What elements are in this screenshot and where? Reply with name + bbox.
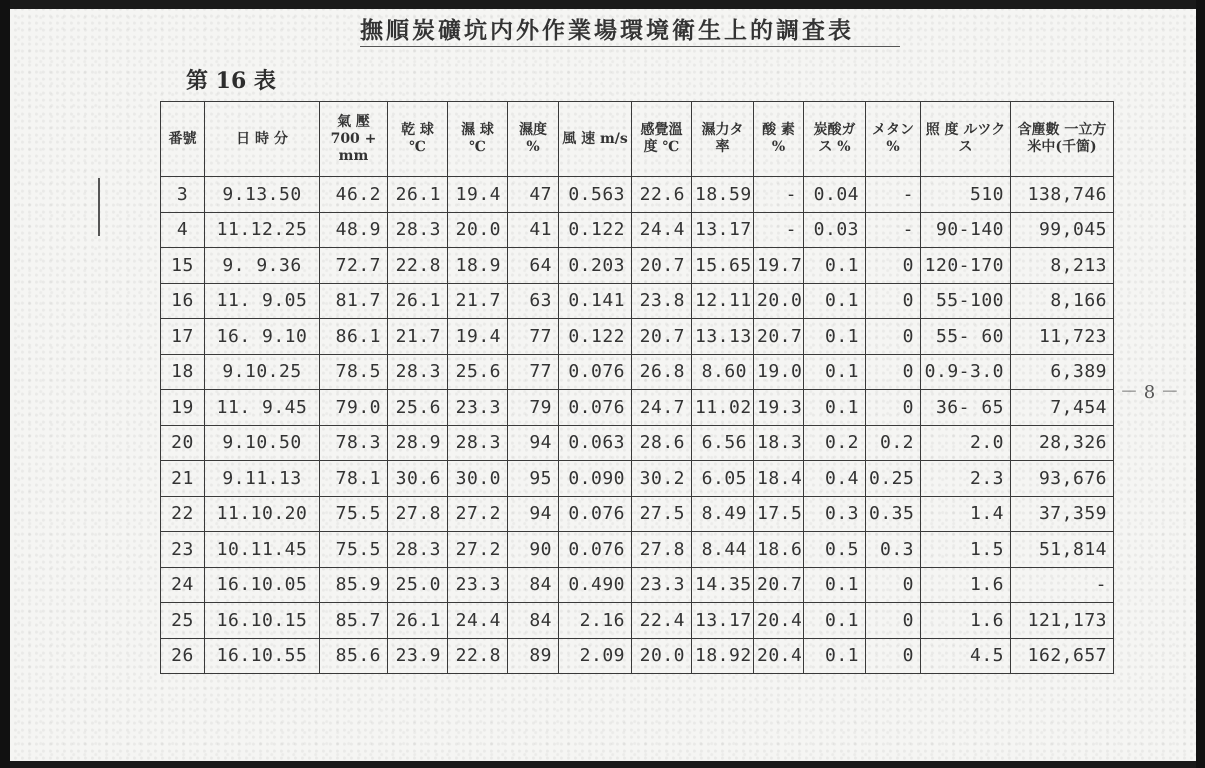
table-cell: 8.49 <box>692 496 754 532</box>
table-cell: 18.6 <box>754 532 804 568</box>
table-cell: 0.1 <box>804 283 866 319</box>
table-cell: 3 <box>161 177 205 213</box>
table-cell: 84 <box>508 603 559 639</box>
survey-table <box>160 101 1114 674</box>
table-cell: 20.7 <box>632 248 692 284</box>
table-cell: 9.13.50 <box>205 177 320 213</box>
table-row <box>161 496 1114 532</box>
table-cell: 36- 65 <box>921 390 1011 426</box>
table-cell: 78.5 <box>320 354 388 390</box>
table-cell: 12.11 <box>692 283 754 319</box>
header-label: 照 度 ルツクス <box>925 122 1006 155</box>
header-cell <box>1011 102 1114 177</box>
table-cell: 0.1 <box>804 567 866 603</box>
table-cell: 18.92 <box>692 638 754 674</box>
table-cell: 25 <box>161 603 205 639</box>
table-cell: 79 <box>508 390 559 426</box>
table-cell: - <box>866 212 921 248</box>
scan-border-left <box>0 0 10 768</box>
header-cell <box>320 102 388 177</box>
table-row <box>161 283 1114 319</box>
header-label: 番號 <box>168 130 197 147</box>
table-cell: 0.04 <box>804 177 866 213</box>
table-cell: 24.4 <box>448 603 508 639</box>
table-cell: 63 <box>508 283 559 319</box>
table-cell: 0.076 <box>559 390 632 426</box>
table-cell: 0.063 <box>559 425 632 461</box>
table-cell: 20.7 <box>754 319 804 355</box>
table-cell: 0.03 <box>804 212 866 248</box>
table-cell: 0.25 <box>866 461 921 497</box>
table-cell: 0.563 <box>559 177 632 213</box>
table-cell: 28.3 <box>388 354 448 390</box>
table-cell: 21.7 <box>388 319 448 355</box>
table-cell: 85.9 <box>320 567 388 603</box>
table-cell: 17.5 <box>754 496 804 532</box>
header-label: 濕力タ 率 <box>701 122 744 155</box>
table-cell: 77 <box>508 354 559 390</box>
table-cell: 93,676 <box>1011 461 1114 497</box>
header-label: 氣 壓 700 + mm <box>330 113 377 164</box>
table-cell: 0.490 <box>559 567 632 603</box>
table-cell: 4 <box>161 212 205 248</box>
header-label: 含塵數 一立方米中(千箇) <box>1017 122 1107 155</box>
table-cell: 15 <box>161 248 205 284</box>
table-cell: 55-100 <box>921 283 1011 319</box>
table-cell: 37,359 <box>1011 496 1114 532</box>
table-cell: 18 <box>161 354 205 390</box>
document-title: 撫順炭礦坑内外作業場環境衛生上的調査表 <box>360 12 900 47</box>
table-cell: 1.6 <box>921 567 1011 603</box>
table-cell: 13.17 <box>692 603 754 639</box>
table-cell: 48.9 <box>320 212 388 248</box>
table-cell: 0 <box>866 638 921 674</box>
header-cell <box>921 102 1011 177</box>
table-cell: 16.10.05 <box>205 567 320 603</box>
table-cell: 11. 9.05 <box>205 283 320 319</box>
table-cell: 26.1 <box>388 177 448 213</box>
table-cell: 27.8 <box>388 496 448 532</box>
header-cell <box>866 102 921 177</box>
header-label: メタン % <box>872 122 914 155</box>
table-cell: 99,045 <box>1011 212 1114 248</box>
table-cell: 16.10.55 <box>205 638 320 674</box>
table-cell: 94 <box>508 496 559 532</box>
table-cell: 47 <box>508 177 559 213</box>
table-cell: 23.3 <box>448 567 508 603</box>
table-cell: 18.9 <box>448 248 508 284</box>
table-cell: 0.122 <box>559 212 632 248</box>
table-cell: 55- 60 <box>921 319 1011 355</box>
table-cell: 20.4 <box>754 638 804 674</box>
table-cell: 162,657 <box>1011 638 1114 674</box>
table-cell: 11. 9.45 <box>205 390 320 426</box>
header-cell <box>692 102 754 177</box>
table-cell: 78.1 <box>320 461 388 497</box>
table-cell: 0.076 <box>559 496 632 532</box>
table-cell: 51,814 <box>1011 532 1114 568</box>
header-label: 濕度 % <box>519 122 547 155</box>
table-cell: 8,213 <box>1011 248 1114 284</box>
header-cell <box>559 102 632 177</box>
table-cell: 28.3 <box>388 532 448 568</box>
table-cell: 8,166 <box>1011 283 1114 319</box>
table-cell: 20.0 <box>448 212 508 248</box>
table-row <box>161 390 1114 426</box>
table-cell: - <box>754 177 804 213</box>
header-label: 日 時 分 <box>236 130 288 147</box>
table-cell: 19.3 <box>754 390 804 426</box>
table-cell: 16 <box>161 283 205 319</box>
table-cell: 0.1 <box>804 603 866 639</box>
table-cell: 90 <box>508 532 559 568</box>
table-cell: 18.4 <box>754 461 804 497</box>
table-cell: 0.1 <box>804 354 866 390</box>
table-cell: 22 <box>161 496 205 532</box>
table-cell: 0.5 <box>804 532 866 568</box>
table-cell: 0 <box>866 248 921 284</box>
table-cell: 11.12.25 <box>205 212 320 248</box>
table-cell: 2.09 <box>559 638 632 674</box>
table-cell: 22.8 <box>448 638 508 674</box>
header-cell <box>804 102 866 177</box>
table-cell: 1.4 <box>921 496 1011 532</box>
table-cell: 25.6 <box>388 390 448 426</box>
scan-border-bottom <box>0 761 1205 768</box>
table-cell: 75.5 <box>320 532 388 568</box>
table-cell: 9. 9.36 <box>205 248 320 284</box>
table-cell: 19.0 <box>754 354 804 390</box>
table-cell: 1.5 <box>921 532 1011 568</box>
table-row <box>161 461 1114 497</box>
table-cell: 25.0 <box>388 567 448 603</box>
page-number: － 8 － <box>1120 382 1179 403</box>
table-header-row <box>161 102 1114 177</box>
table-cell: 0.1 <box>804 248 866 284</box>
table-cell: 8.44 <box>692 532 754 568</box>
table-cell: 121,173 <box>1011 603 1114 639</box>
table-cell: 77 <box>508 319 559 355</box>
table-cell: 19.7 <box>754 248 804 284</box>
table-cell: 18.3 <box>754 425 804 461</box>
table-cell: 28.3 <box>388 212 448 248</box>
table-cell: 0.3 <box>804 496 866 532</box>
table-cell: 28.3 <box>448 425 508 461</box>
header-cell <box>754 102 804 177</box>
table-cell: 6.56 <box>692 425 754 461</box>
table-cell: 22.4 <box>632 603 692 639</box>
table-cell: 23.8 <box>632 283 692 319</box>
table-cell: 0 <box>866 319 921 355</box>
table-cell: 21.7 <box>448 283 508 319</box>
table-cell: 2.16 <box>559 603 632 639</box>
table-cell: 21 <box>161 461 205 497</box>
table-cell: 20 <box>161 425 205 461</box>
table-cell: 6.05 <box>692 461 754 497</box>
table-cell: 75.5 <box>320 496 388 532</box>
table-cell: 0.3 <box>866 532 921 568</box>
table-cell: 4.5 <box>921 638 1011 674</box>
table-cell: 85.6 <box>320 638 388 674</box>
table-cell: 22.8 <box>388 248 448 284</box>
table-row <box>161 177 1114 213</box>
table-cell: 19.4 <box>448 177 508 213</box>
table-cell: 86.1 <box>320 319 388 355</box>
table-cell: 18.59 <box>692 177 754 213</box>
table-cell: 19 <box>161 390 205 426</box>
table-cell: 11,723 <box>1011 319 1114 355</box>
table-cell: 0.090 <box>559 461 632 497</box>
table-cell: 510 <box>921 177 1011 213</box>
table-cell: 16.10.15 <box>205 603 320 639</box>
table-row <box>161 248 1114 284</box>
table-cell: 94 <box>508 425 559 461</box>
table-cell: 0.1 <box>804 390 866 426</box>
table-cell: 26.1 <box>388 603 448 639</box>
table-cell: 0 <box>866 354 921 390</box>
table-cell: 28.6 <box>632 425 692 461</box>
table-cell: 25.6 <box>448 354 508 390</box>
table-cell: - <box>866 177 921 213</box>
table-cell: 0.4 <box>804 461 866 497</box>
table-cell: 16. 9.10 <box>205 319 320 355</box>
table-cell: 64 <box>508 248 559 284</box>
table-cell: 30.2 <box>632 461 692 497</box>
header-cell <box>448 102 508 177</box>
table-cell: 0 <box>866 283 921 319</box>
table-cell: 23.3 <box>632 567 692 603</box>
table-cell: 13.13 <box>692 319 754 355</box>
table-body <box>161 177 1114 674</box>
table-cell: 27.5 <box>632 496 692 532</box>
table-row <box>161 212 1114 248</box>
table-cell: 0.35 <box>866 496 921 532</box>
table-cell: 2.3 <box>921 461 1011 497</box>
scan-border-top <box>0 0 1205 9</box>
table-cell: 89 <box>508 638 559 674</box>
margin-mark <box>98 178 100 236</box>
table-cell: 11.10.20 <box>205 496 320 532</box>
table-cell: 78.3 <box>320 425 388 461</box>
header-cell <box>161 102 205 177</box>
table-cell: 0.9-3.0 <box>921 354 1011 390</box>
table-row <box>161 638 1114 674</box>
table-row <box>161 603 1114 639</box>
table-cell: 72.7 <box>320 248 388 284</box>
header-label: 酸 素 % <box>762 122 795 155</box>
table-cell: 23.9 <box>388 638 448 674</box>
table-cell: 26 <box>161 638 205 674</box>
table-cell: 9.10.25 <box>205 354 320 390</box>
table-cell: - <box>754 212 804 248</box>
table-cell: 24 <box>161 567 205 603</box>
table-cell: 0.2 <box>804 425 866 461</box>
table-cell: 95 <box>508 461 559 497</box>
table-cell: 17 <box>161 319 205 355</box>
table-cell: 27.8 <box>632 532 692 568</box>
table-cell: 9.10.50 <box>205 425 320 461</box>
table-cell: 0 <box>866 603 921 639</box>
table-cell: 85.7 <box>320 603 388 639</box>
table-cell: 24.7 <box>632 390 692 426</box>
table-cell: 20.7 <box>754 567 804 603</box>
table-cell: 0 <box>866 567 921 603</box>
table-row <box>161 532 1114 568</box>
table-cell: 84 <box>508 567 559 603</box>
header-label: 濕 球 ℃ <box>461 122 494 155</box>
table-cell: 7,454 <box>1011 390 1114 426</box>
table-cell: 11.02 <box>692 390 754 426</box>
header-label: 風 速 m/s <box>562 130 628 147</box>
table-row <box>161 567 1114 603</box>
table-cell: 28.9 <box>388 425 448 461</box>
table-row <box>161 319 1114 355</box>
table-cell: 22.6 <box>632 177 692 213</box>
table-cell: 13.17 <box>692 212 754 248</box>
table-cell: 8.60 <box>692 354 754 390</box>
table-label: 第 16 表 <box>186 68 276 94</box>
table-cell: 120-170 <box>921 248 1011 284</box>
header-label: 乾 球 ℃ <box>401 122 434 155</box>
table-cell: 20.0 <box>632 638 692 674</box>
table-cell: 0.2 <box>866 425 921 461</box>
table-cell: 27.2 <box>448 496 508 532</box>
table-row <box>161 354 1114 390</box>
header-cell <box>388 102 448 177</box>
table-cell: 23 <box>161 532 205 568</box>
table-cell: 26.8 <box>632 354 692 390</box>
table-cell: 20.4 <box>754 603 804 639</box>
table-cell: 0.122 <box>559 319 632 355</box>
table-cell: 9.11.13 <box>205 461 320 497</box>
table-cell: 81.7 <box>320 283 388 319</box>
table-cell: 19.4 <box>448 319 508 355</box>
table-cell: 41 <box>508 212 559 248</box>
table-cell: 0 <box>866 390 921 426</box>
table-cell: 0.141 <box>559 283 632 319</box>
header-cell <box>205 102 320 177</box>
table-cell: 0.1 <box>804 319 866 355</box>
table-cell: 30.6 <box>388 461 448 497</box>
table-cell: 79.0 <box>320 390 388 426</box>
header-cell <box>632 102 692 177</box>
table-row <box>161 425 1114 461</box>
header-label: 感覺溫度 ℃ <box>640 122 683 155</box>
table-cell: 20.0 <box>754 283 804 319</box>
table-cell: 15.65 <box>692 248 754 284</box>
table-cell: 14.35 <box>692 567 754 603</box>
table-cell: 24.4 <box>632 212 692 248</box>
table-cell: 46.2 <box>320 177 388 213</box>
table-cell: 23.3 <box>448 390 508 426</box>
table-cell: 30.0 <box>448 461 508 497</box>
table-cell: - <box>1011 567 1114 603</box>
table-cell: 0.076 <box>559 532 632 568</box>
table-cell: 28,326 <box>1011 425 1114 461</box>
table-cell: 26.1 <box>388 283 448 319</box>
table-cell: 6,389 <box>1011 354 1114 390</box>
table-cell: 1.6 <box>921 603 1011 639</box>
header-cell <box>508 102 559 177</box>
table-cell: 2.0 <box>921 425 1011 461</box>
table-cell: 20.7 <box>632 319 692 355</box>
table-cell: 138,746 <box>1011 177 1114 213</box>
table-cell: 90-140 <box>921 212 1011 248</box>
header-label: 炭酸ガス % <box>813 122 856 155</box>
table-cell: 0.076 <box>559 354 632 390</box>
table-cell: 0.203 <box>559 248 632 284</box>
table-cell: 0.1 <box>804 638 866 674</box>
table-cell: 27.2 <box>448 532 508 568</box>
scan-border-right <box>1196 0 1205 768</box>
table-cell: 10.11.45 <box>205 532 320 568</box>
